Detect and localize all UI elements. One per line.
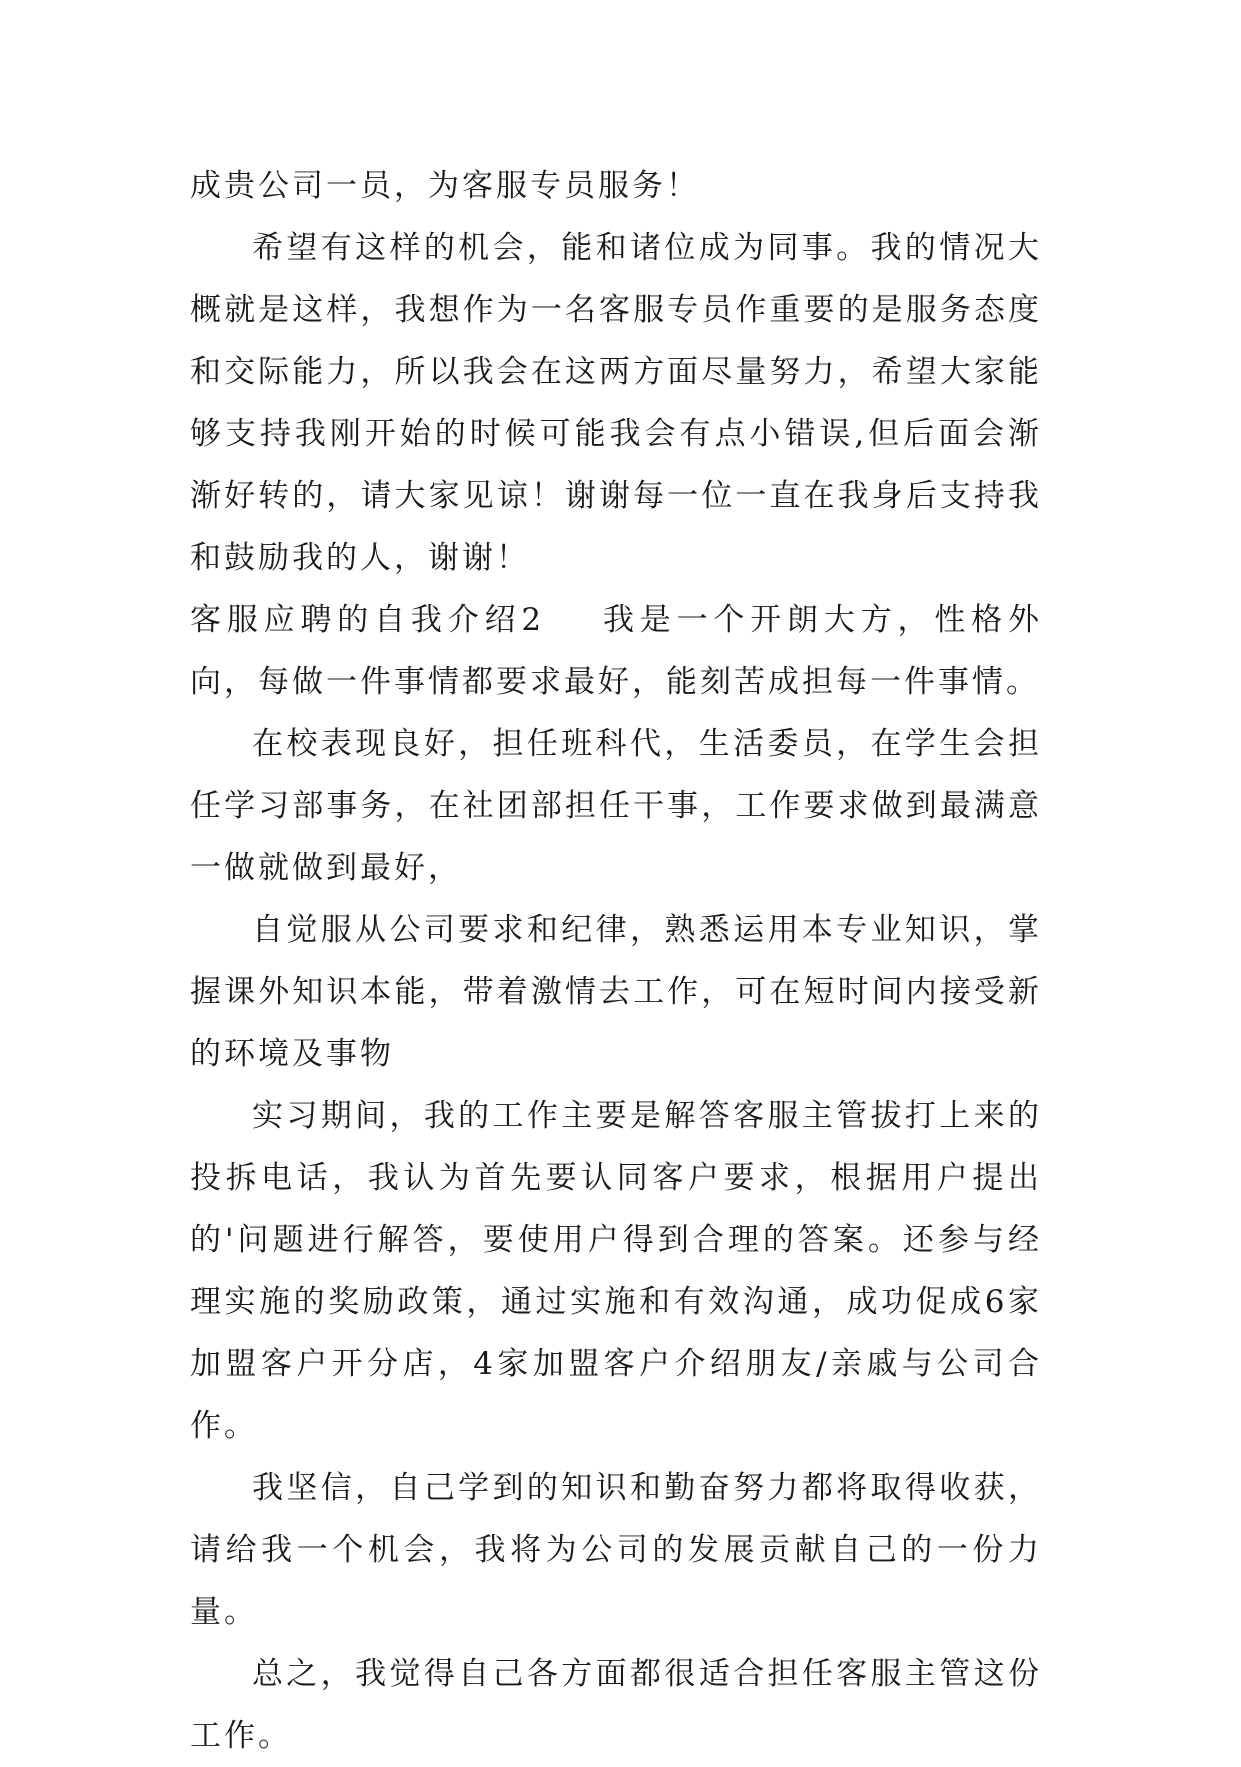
section-heading: 客服应聘的自我介绍2 [190, 602, 545, 638]
paragraph-belief: 我坚信，自己学到的知识和勤奋努力都将取得收获，请给我一个机会，我将为公司的发展贡献自己的一份力量。 [190, 1470, 1042, 1630]
section-heading-line [190, 589, 1042, 713]
paragraph-discipline: 自觉服从公司要求和纪律，熟悉运用本专业知识，掌握课外知识本能，带着激情去工作，可在短时间内接受新的环境及事物 [190, 912, 1042, 1072]
paragraph-school: 在校表现良好，担任班科代，生活委员，在学生会担任学习部事务，在社团部担任干事，工作要求做到最满意一做就做到最好， [190, 726, 1042, 886]
document-body [190, 155, 1042, 1767]
paragraph-conclusion: 总之，我觉得自己各方面都很适合担任客服主管这份工作。 [190, 1656, 1042, 1754]
paragraph-continuation: 成贵公司一员，为客服专员服务！ [190, 168, 700, 204]
paragraph-internship: 实习期间，我的工作主要是解答客服主管拔打上来的投拆电话，我认为首先要认同客户要求，根据用户提出的'问题进行解答，要使用户得到合理的答案。还参与经理实施的奖励政策，通过实施和有效沟通，成功促成6家加盟客户开分店，4家加盟客户介绍朋友/亲戚与公司合作。 [190, 1098, 1042, 1444]
paragraph-hope: 希望有这样的机会，能和诸位成为同事。我的情况大概就是这样，我想作为一名客服专员作重要的是服务态度和交际能力，所以我会在这两方面尽量努力，希望大家能够支持我刚开始的时候可能我会有点小错误,但后面会渐渐好转的，请大家见谅！谢谢每一位一直在我身后支持我和鼓励我的人，谢谢！ [190, 230, 1042, 576]
section-intro: 我是一个开朗大方，性格外向，每做一件事情都要求最好，能刻苦成担每一件事情。 [190, 602, 1042, 700]
